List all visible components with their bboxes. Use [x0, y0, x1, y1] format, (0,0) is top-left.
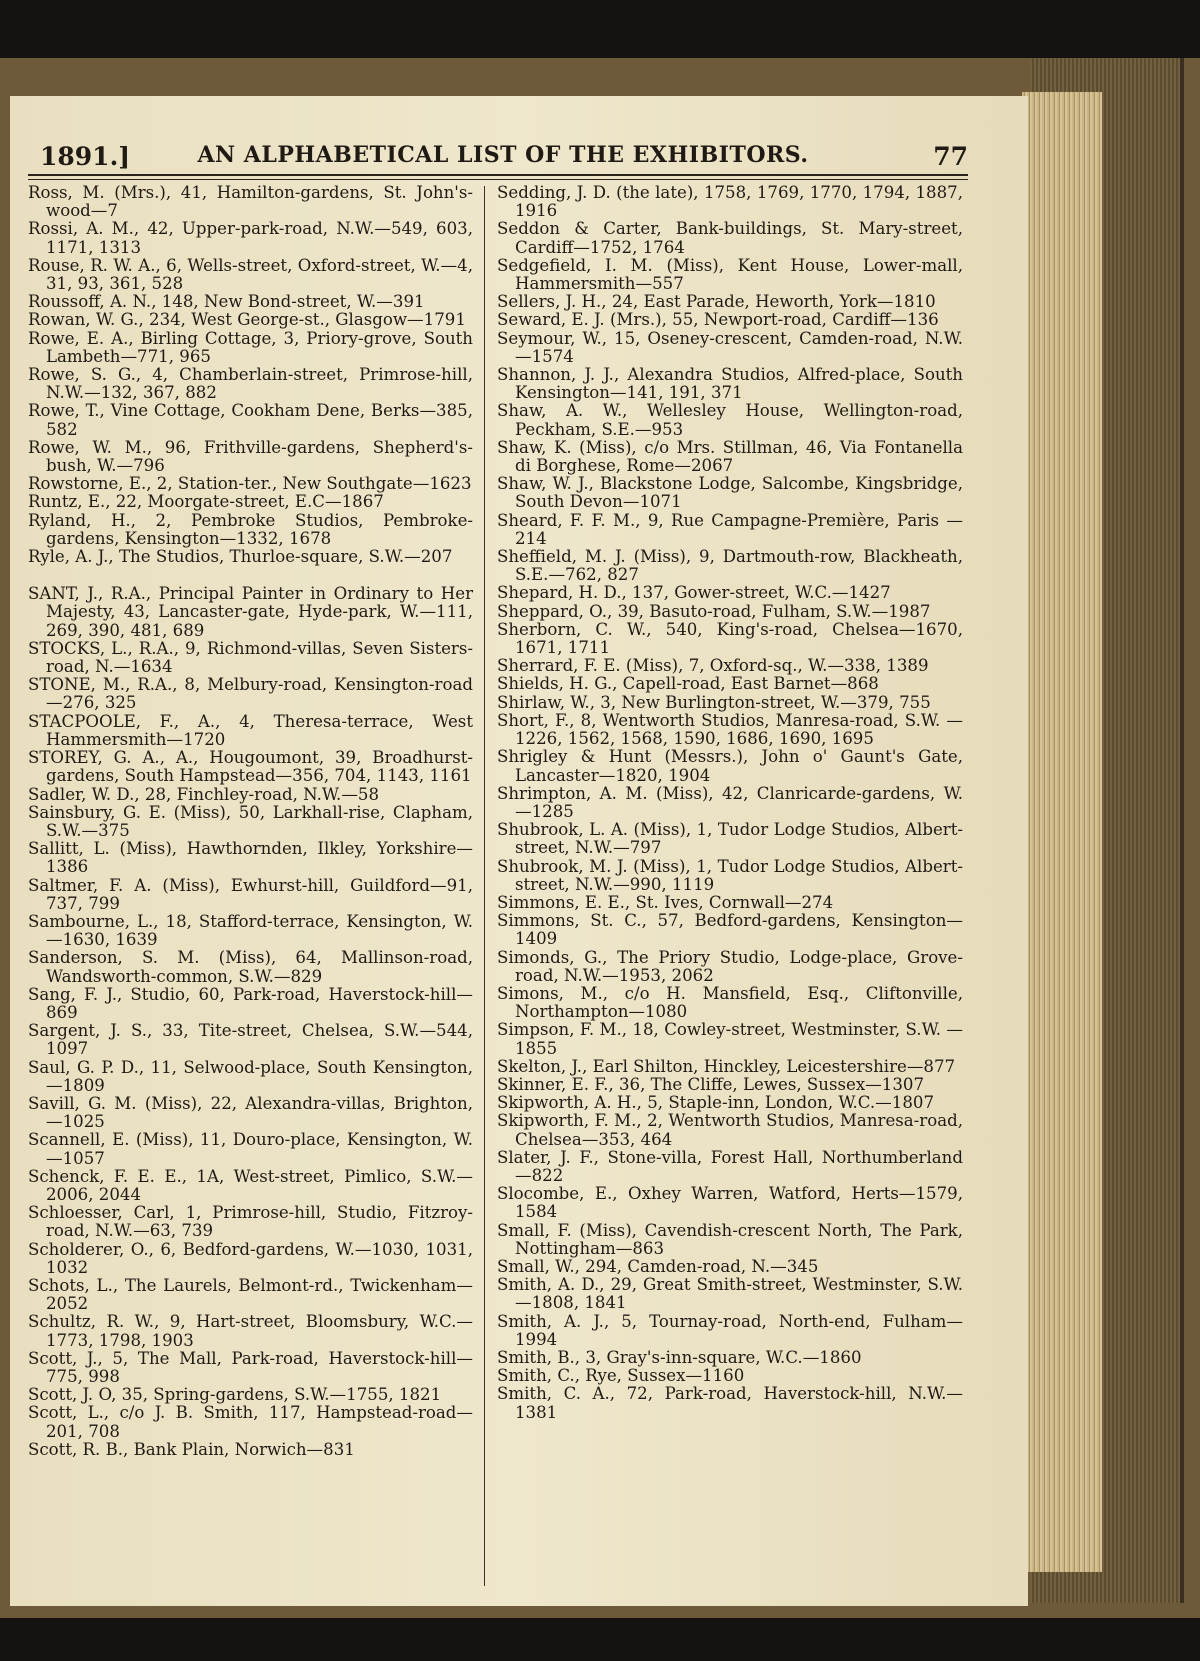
- exhibitor-entry: Scott, L., c/o J. B. Smith, 117, Hampstead-road—201, 708: [28, 1403, 473, 1441]
- exhibitor-entry: Scott, J. O, 35, Spring-gardens, S.W.—1755, 1821: [28, 1385, 442, 1405]
- exhibitor-entry: Sanderson, S. M. (Miss), 64, Mallinson-road, Wandsworth-common, S.W.—829: [28, 948, 473, 986]
- exhibitor-entry: Sainsbury, G. E. (Miss), 50, Larkhall-rise, Clapham, S.W.—375: [28, 802, 473, 840]
- exhibitor-entry: Smith, A. D., 29, Great Smith-street, Westminster, S.W.—1808, 1841: [497, 1275, 963, 1313]
- header-rule-thin: [28, 179, 968, 180]
- exhibitor-entry: Smith, A. J., 5, Tournay-road, North-end, Fulham—1994: [497, 1311, 963, 1349]
- exhibitor-entry: Sadler, W. D., 28, Finchley-road, N.W.—58: [28, 784, 380, 804]
- exhibitor-entry: Smith, C., Rye, Sussex—1160: [497, 1366, 745, 1386]
- exhibitor-entry: Short, F., 8, Wentworth Studios, Manresa-road, S.W. —1226, 1562, 1568, 1590, 1686, 1690, 1695: [497, 710, 963, 749]
- exhibitor-entry: Schloesser, Carl, 1, Primrose-hill, Studio, Fitzroy-road, N.W.—63, 739: [28, 1203, 473, 1241]
- exhibitor-entry: STACPOOLE, F., A., 4, Theresa-terrace, West Hammersmith—1720: [28, 711, 473, 749]
- exhibitor-entry: Skinner, E. F., 36, The Cliffe, Lewes, Sussex—1307: [497, 1074, 924, 1094]
- exhibitor-entry: STOREY, G. A., A., Hougoumont, 39, Broadhurst-gardens, South Hampstead—356, 704, 1143, 1161: [28, 748, 473, 786]
- exhibitor-entry: Seymour, W., 15, Oseney-crescent, Camden-road, N.W.—1574: [497, 328, 963, 366]
- exhibitor-entry: Rossi, A. M., 42, Upper-park-road, N.W.—549, 603, 1171, 1313: [28, 219, 473, 257]
- exhibitor-entry: Sherrard, F. E. (Miss), 7, Oxford-sq., W.—338, 1389: [497, 656, 929, 676]
- exhibitor-entry: Shepard, H. D., 137, Gower-street, W.C.—1427: [497, 583, 891, 603]
- exhibitor-entry: Simmons, St. C., 57, Bedford-gardens, Kensington—1409: [497, 911, 963, 949]
- exhibitor-entry: Shaw, K. (Miss), c/o Mrs. Stillman, 46, Via Fontanella di Borghese, Rome—2067: [497, 437, 963, 476]
- exhibitor-entry: Shrimpton, A. M. (Miss), 42, Clanricarde-gardens, W. —1285: [497, 783, 963, 821]
- exhibitor-entry: Small, W., 294, Camden-road, N.—345: [497, 1256, 819, 1276]
- exhibitor-entry: Runtz, E., 22, Moorgate-street, E.C—1867: [28, 492, 384, 512]
- exhibitor-entry: Scholderer, O., 6, Bedford-gardens, W.—1030, 1031, 1032: [28, 1239, 473, 1277]
- exhibitor-entry: Sheard, F. F. M., 9, Rue Campagne-Première, Paris —214: [497, 510, 963, 548]
- exhibitor-entry: Simons, M., c/o H. Mansfield, Esq., Cliftonville, Northampton—1080: [497, 983, 963, 1022]
- exhibitor-entry: Sheffield, M. J. (Miss), 9, Dartmouth-row, Blackheath, S.E.—762, 827: [497, 547, 963, 585]
- right-column: [497, 184, 963, 1422]
- exhibitor-entry: Rowstorne, E., 2, Station-ter., New Southgate—1623: [28, 474, 472, 494]
- exhibitor-entry: Sargent, J. S., 33, Tite-street, Chelsea, S.W.—544, 1097: [28, 1021, 473, 1059]
- exhibitor-entry: Slocombe, E., Oxhey Warren, Watford, Herts—1579, 1584: [497, 1184, 963, 1222]
- section-gap: [28, 566, 473, 585]
- exhibitor-entry: Slater, J. F., Stone-villa, Forest Hall, Northumberland —822: [497, 1147, 963, 1185]
- column-divider: [484, 186, 485, 1586]
- exhibitor-entry: Shrigley & Hunt (Messrs.), John o' Gaunt's Gate, Lancaster—1820, 1904: [497, 747, 963, 785]
- exhibitor-entry: Scott, J., 5, The Mall, Park-road, Haverstock-hill—775, 998: [28, 1348, 473, 1386]
- exhibitor-entry: Shaw, W. J., Blackstone Lodge, Salcombe, Kingsbridge, South Devon—1071: [497, 474, 963, 512]
- exhibitor-entry: Ryland, H., 2, Pembroke Studios, Pembroke-gardens, Kensington—1332, 1678: [28, 510, 473, 548]
- exhibitor-entry: Rowan, W. G., 234, West George-st., Glasgow—1791: [28, 310, 466, 330]
- exhibitor-entry: Rowe, S. G., 4, Chamberlain-street, Primrose-hill, N.W.—132, 367, 882: [28, 365, 473, 403]
- exhibitor-entry: Shirlaw, W., 3, New Burlington-street, W.—379, 755: [497, 692, 931, 712]
- exhibitor-entry: Sedgefield, I. M. (Miss), Kent House, Lower-mall, Hammersmith—557: [497, 255, 963, 294]
- exhibitor-entry: Roussoff, A. N., 148, New Bond-street, W.—391: [28, 292, 425, 312]
- header-year: 1891.]: [40, 142, 131, 171]
- exhibitor-entry: Sambourne, L., 18, Stafford-terrace, Kensington, W.—1630, 1639: [28, 911, 473, 950]
- exhibitor-entry: Scott, R. B., Bank Plain, Norwich—831: [28, 1439, 355, 1459]
- exhibitor-entry: Schots, L., The Laurels, Belmont-rd., Twickenham—2052: [28, 1275, 473, 1314]
- exhibitor-entry: Smith, C. A., 72, Park-road, Haverstock-hill, N.W.—1381: [497, 1384, 963, 1422]
- exhibitor-entry: Sellers, J. H., 24, East Parade, Heworth, York—1810: [497, 292, 936, 312]
- exhibitor-entry: Seward, E. J. (Mrs.), 55, Newport-road, Cardiff—136: [497, 310, 939, 330]
- exhibitor-entry: STOCKS, L., R.A., 9, Richmond-villas, Seven Sisters-road, N.—1634: [28, 638, 473, 677]
- exhibitor-entry: Saltmer, F. A. (Miss), Ewhurst-hill, Guildford—91, 737, 799: [28, 875, 473, 913]
- book-page: [10, 96, 1028, 1606]
- exhibitor-entry: Shannon, J. J., Alexandra Studios, Alfred-place, South Kensington—141, 191, 371: [497, 365, 963, 403]
- exhibitor-entry: Smith, B., 3, Gray's-inn-square, W.C.—1860: [497, 1348, 862, 1367]
- exhibitor-entry: Rowe, W. M., 96, Frithville-gardens, Shepherd's-bush, W.—796: [28, 437, 473, 476]
- exhibitor-entry: Simpson, F. M., 18, Cowley-street, Westminster, S.W. —1855: [497, 1020, 963, 1058]
- header-title: AN ALPHABETICAL LIST OF THE EXHIBITORS.: [197, 142, 809, 168]
- page-edges: [1022, 92, 1102, 1572]
- exhibitor-entry: Ryle, A. J., The Studios, Thurloe-square, S.W.—207: [28, 547, 453, 567]
- exhibitor-entry: Simonds, G., The Priory Studio, Lodge-place, Grove-road, N.W.—1953, 2062: [497, 947, 963, 985]
- exhibitor-entry: Savill, G. M. (Miss), 22, Alexandra-villas, Brighton, —1025: [28, 1093, 473, 1132]
- exhibitor-entry: Sallitt, L. (Miss), Hawthornden, Ilkley, Yorkshire—1386: [28, 839, 473, 877]
- exhibitor-entry: Scannell, E. (Miss), 11, Douro-place, Kensington, W. —1057: [28, 1130, 473, 1168]
- exhibitor-entry: Simmons, E. E., St. Ives, Cornwall—274: [497, 892, 834, 912]
- exhibitor-entry: Shaw, A. W., Wellesley House, Wellington-road, Peckham, S.E.—953: [497, 401, 963, 439]
- exhibitor-entry: Saul, G. P. D., 11, Selwood-place, South Kensington, —1809: [28, 1057, 473, 1095]
- exhibitor-entry: Skipworth, F. M., 2, Wentworth Studios, Manresa-road, Chelsea—353, 464: [497, 1111, 963, 1149]
- exhibitor-entry: Schultz, R. W., 9, Hart-street, Bloomsbury, W.C.—1773, 1798, 1903: [28, 1312, 473, 1350]
- exhibitor-entry: Sang, F. J., Studio, 60, Park-road, Haverstock-hill—869: [28, 984, 473, 1022]
- exhibitor-entry: Schenck, F. E. E., 1A, West-street, Pimlico, S.W.—2006, 2044: [28, 1166, 473, 1204]
- page-header: [30, 134, 976, 174]
- exhibitor-entry: Seddon & Carter, Bank-buildings, St. Mary-street, Cardiff—1752, 1764: [497, 219, 963, 257]
- exhibitor-entry: SANT, J., R.A., Principal Painter in Ordinary to Her Majesty, 43, Lancaster-gate, Hyde-park, W.—111, 269, 390, 481, 689: [28, 584, 473, 640]
- exhibitor-entry: Shubrook, M. J. (Miss), 1, Tudor Lodge Studios, Albert-street, N.W.—990, 1119: [497, 856, 963, 894]
- exhibitor-entry: Small, F. (Miss), Cavendish-crescent North, The Park, Nottingham—863: [497, 1220, 963, 1258]
- exhibitor-entry: Shields, H. G., Capell-road, East Barnet—868: [497, 674, 879, 694]
- exhibitor-entry: Skipworth, A. H., 5, Staple-inn, London, W.C.—1807: [497, 1093, 935, 1113]
- exhibitor-entry: Sherborn, C. W., 540, King's-road, Chelsea—1670, 1671, 1711: [497, 619, 963, 658]
- exhibitor-entry: Ross, M. (Mrs.), 41, Hamilton-gardens, St. John's-wood—7: [28, 183, 473, 221]
- exhibitor-entry: STONE, M., R.A., 8, Melbury-road, Kensington-road —276, 325: [28, 675, 473, 713]
- header-rule: [28, 174, 968, 176]
- exhibitor-entry: Rouse, R. W. A., 6, Wells-street, Oxford-street, W.—4, 31, 93, 361, 528: [28, 255, 473, 294]
- exhibitor-entry: Rowe, E. A., Birling Cottage, 3, Priory-grove, South Lambeth—771, 965: [28, 328, 473, 366]
- exhibitor-entry: Shubrook, L. A. (Miss), 1, Tudor Lodge Studios, Albert-street, N.W.—797: [497, 820, 963, 858]
- exhibitor-entry: Rowe, T., Vine Cottage, Cookham Dene, Berks—385, 582: [28, 401, 473, 439]
- left-column: [28, 184, 473, 1459]
- exhibitor-entry: Skelton, J., Earl Shilton, Hinckley, Leicestershire—877: [497, 1056, 956, 1076]
- page-number: 77: [933, 142, 968, 171]
- exhibitor-entry: Sedding, J. D. (the late), 1758, 1769, 1770, 1794, 1887, 1916: [497, 183, 963, 221]
- exhibitor-entry: Sheppard, O., 39, Basuto-road, Fulham, S.W.—1987: [497, 601, 931, 621]
